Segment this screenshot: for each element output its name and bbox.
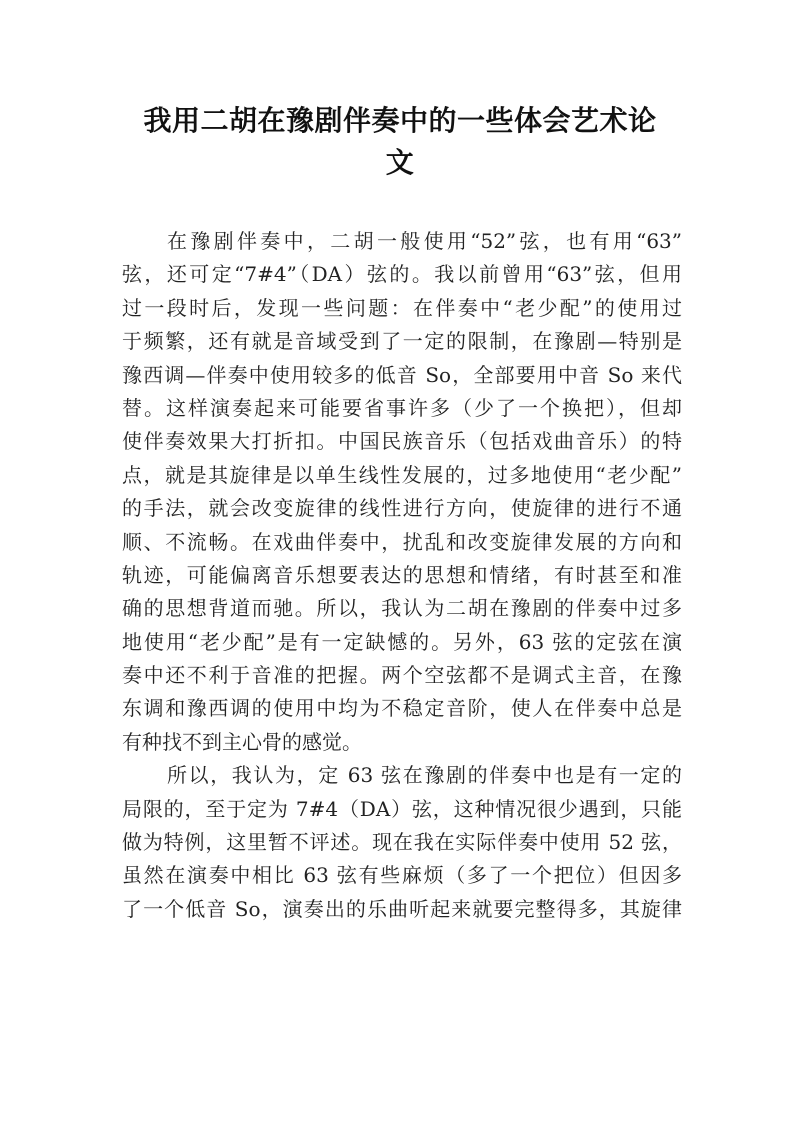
text-line: 奏中还不利于音准的把握。两个空弦都不是调式主音，在豫: [122, 663, 682, 688]
text-line: 做为特例，这里暂不评述。现在我在实际伴奏中使用 52 弦，: [122, 830, 682, 855]
text-line: 所以，我认为，定 63 弦在豫剧的伴奏中也是有一定的: [167, 763, 682, 788]
text-line: 地使用“老少配”是有一定缺憾的。另外，63 弦的定弦在演: [122, 629, 682, 654]
text-line: 于频繁，还有就是音域受到了一定的限制，在豫剧—特别是: [122, 329, 682, 354]
text-line: 虽然在演奏中相比 63 弦有些麻烦（多了一个把位）但因多: [122, 863, 682, 888]
text-line: 东调和豫西调的使用中均为不稳定音阶，使人在伴奏中总是: [122, 696, 682, 721]
title-line: 文: [385, 146, 415, 179]
page-title: [120, 100, 680, 184]
paragraph-1: [122, 225, 682, 759]
paragraph-2: [122, 759, 682, 926]
text-line: 轨迹，可能偏离音乐想要表达的思想和情绪，有时甚至和准: [122, 562, 682, 587]
text-line: 的手法，就会改变旋律的线性进行方向，使旋律的进行不通: [122, 496, 682, 521]
text-line: 在豫剧伴奏中，二胡一般使用“52”弦，也有用“63”: [167, 229, 682, 253]
text-line: 局限的，至于定为 7#4（DA）弦，这种情况很少遇到，只能: [122, 796, 682, 821]
text-line: 替。这样演奏起来可能要省事许多（少了一个换把），但却: [122, 395, 682, 420]
text-line: 顺、不流畅。在戏曲伴奏中，扰乱和改变旋律发展的方向和: [122, 529, 682, 554]
text-line: 弦，还可定“7#4”（DA）弦的。我以前曾用“63”弦，但用: [122, 262, 682, 287]
article-body: [122, 225, 682, 926]
text-line: 过一段时后，发现一些问题：在伴奏中“老少配”的使用过: [122, 295, 682, 320]
title-line: 我用二胡在豫剧伴奏中的一些体会艺术论: [143, 104, 657, 137]
text-line: 有种找不到主心骨的感觉。: [122, 729, 362, 754]
text-line: 豫西调—伴奏中使用较多的低音 So，全部要用中音 So 来代: [122, 362, 682, 387]
text-line: 使伴奏效果大打折扣。中国民族音乐（包括戏曲音乐）的特: [122, 429, 682, 454]
text-line: 点，就是其旋律是以单生线性发展的，过多地使用“老少配”: [122, 462, 682, 487]
text-line: 了一个低音 So，演奏出的乐曲听起来就要完整得多，其旋律: [122, 896, 682, 921]
text-line: 确的思想背道而驰。所以，我认为二胡在豫剧的伴奏中过多: [122, 596, 682, 621]
